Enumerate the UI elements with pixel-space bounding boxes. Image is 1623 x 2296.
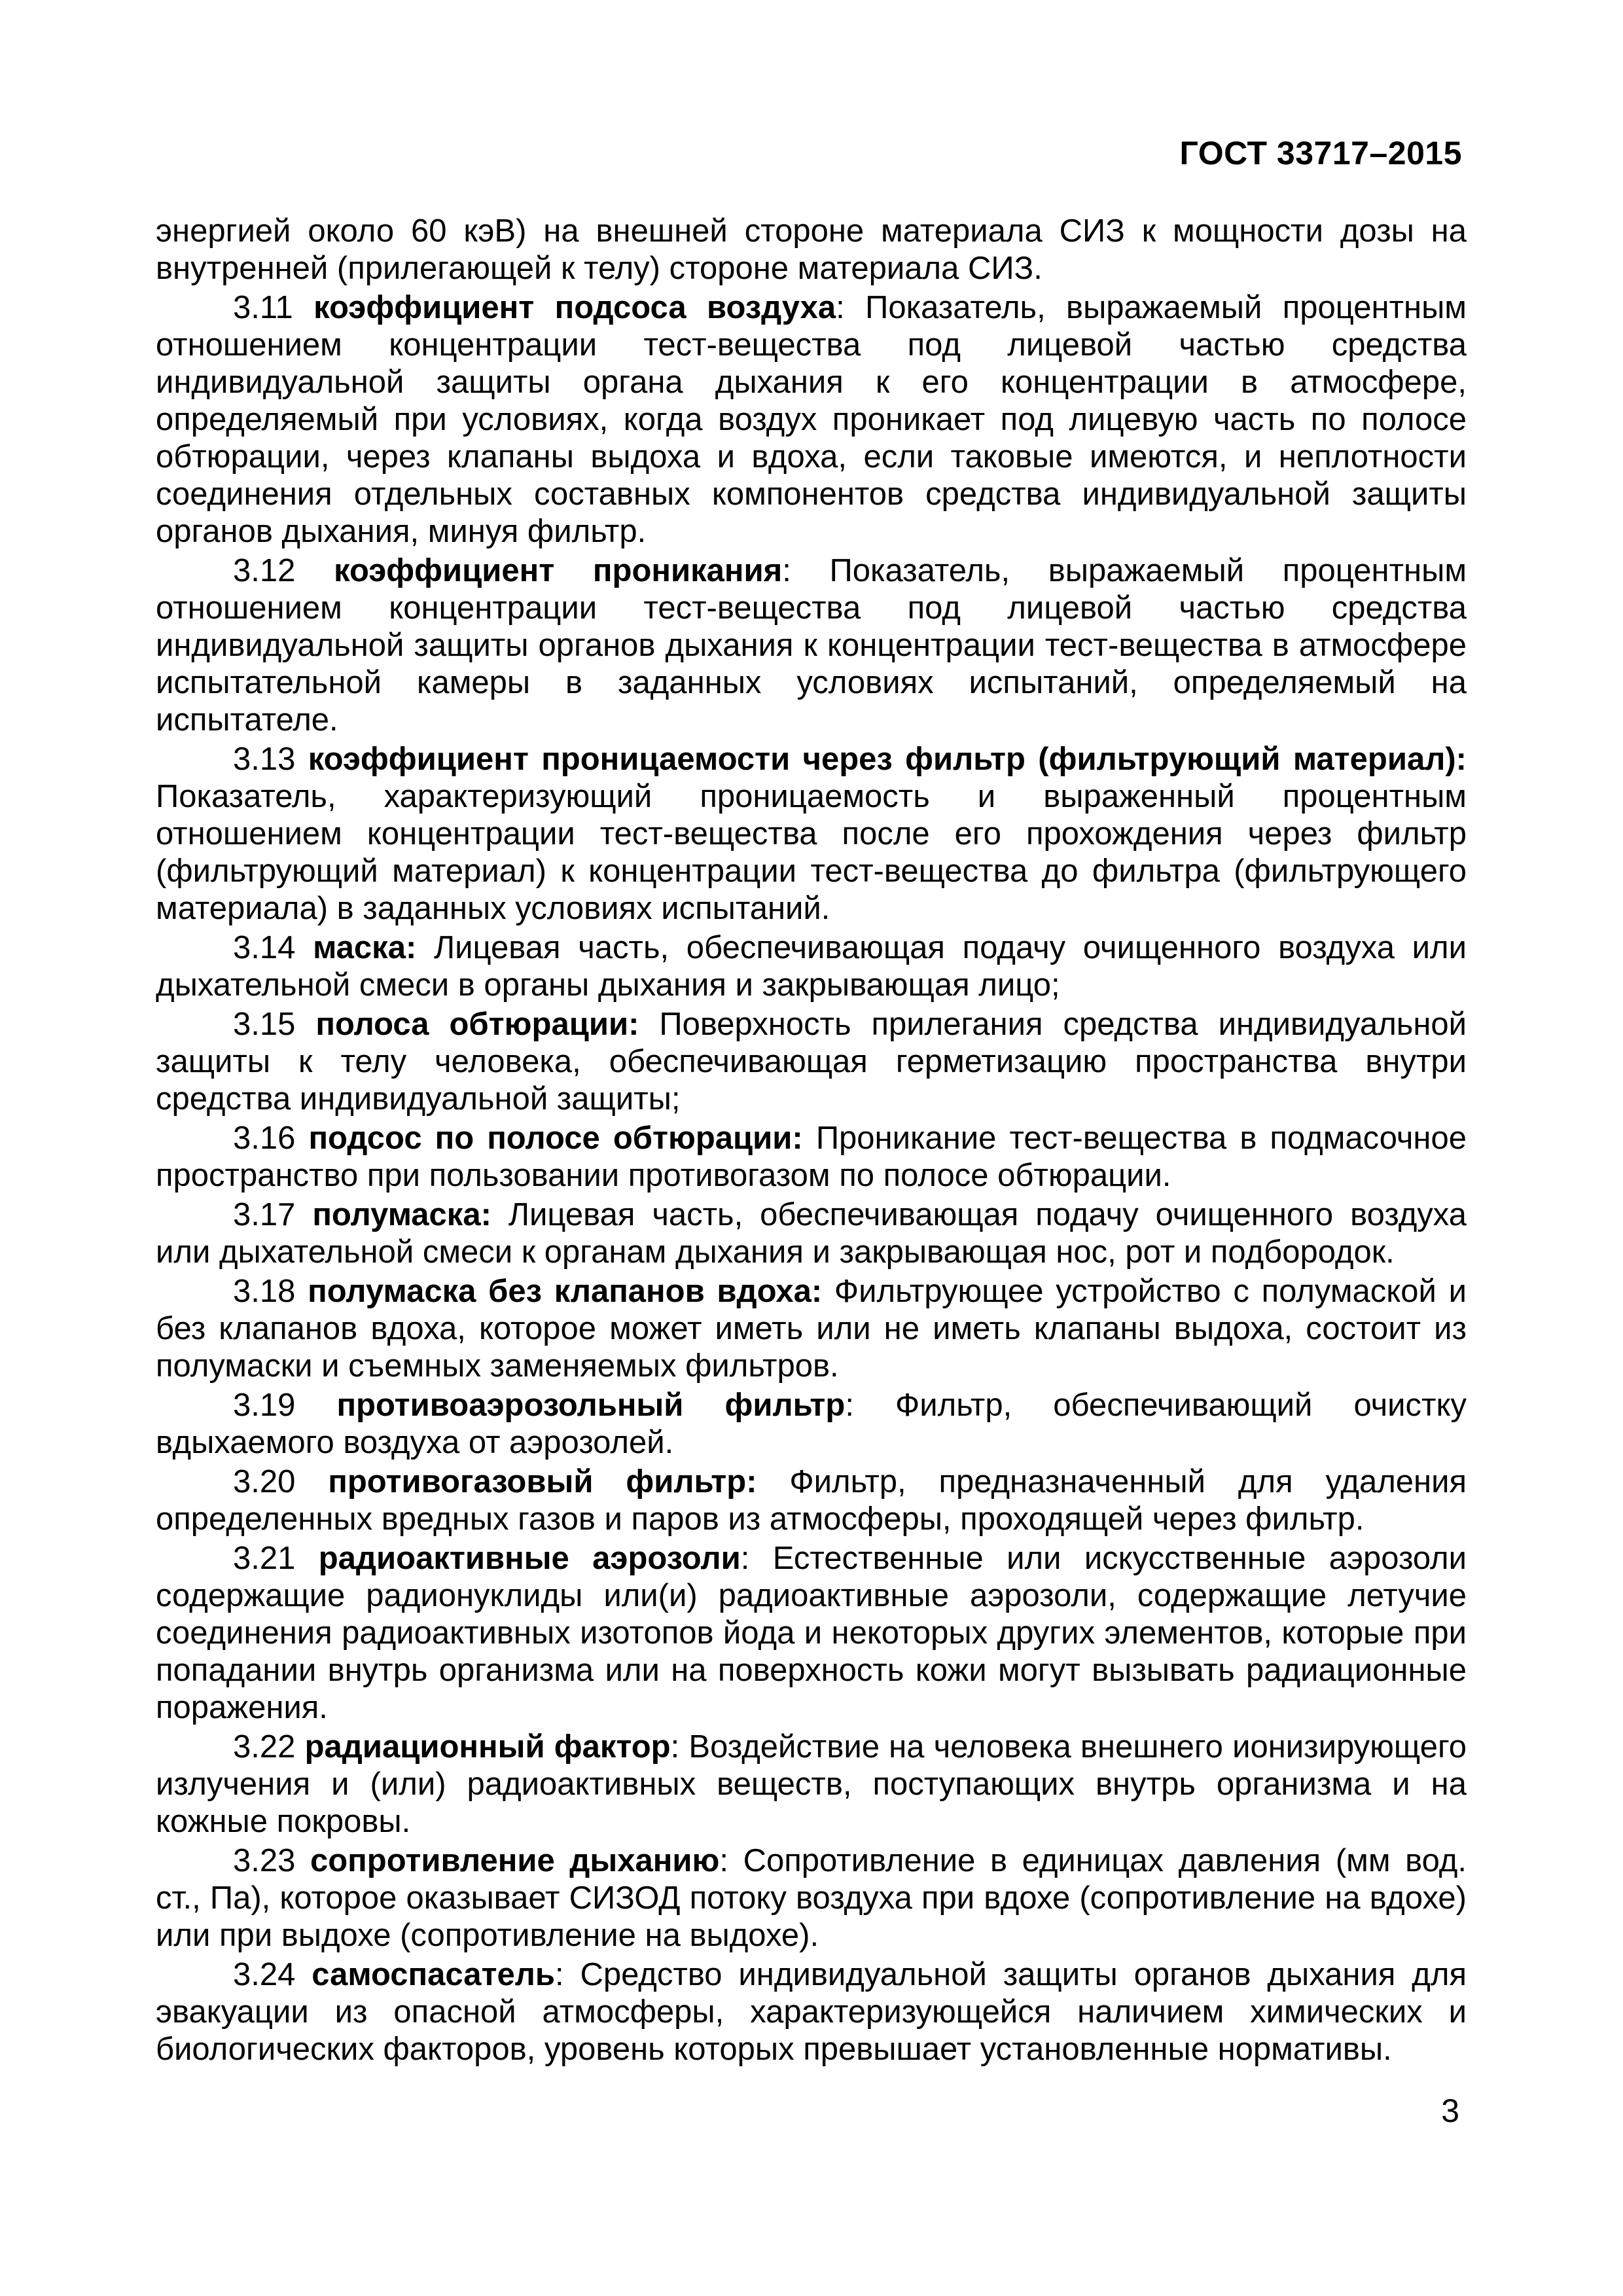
term-separator: : — [836, 290, 845, 325]
document-body — [156, 213, 1467, 2070]
definition-text: Лицевая часть, обеспечивающая подачу очищенного воздуха или дыхательной смеси в органы дыхания и закрывающая лицо; — [156, 930, 1467, 1003]
clause-number: 3.14 — [233, 930, 296, 965]
clause-number: 3.20 — [233, 1464, 296, 1499]
term: коэффициент подсоса воздуха — [313, 290, 836, 325]
term: коэффициент проникания — [334, 553, 783, 588]
definition-3-23 — [156, 1842, 1467, 1954]
definition-text: Проникание тест-вещества в подмасочное пространство при пользовании противогазом по полосе обтюрации. — [156, 1121, 1467, 1193]
definition-3-21 — [156, 1540, 1467, 1727]
definition-3-19 — [156, 1387, 1467, 1462]
definition-3-12 — [156, 552, 1467, 739]
definition-3-16 — [156, 1120, 1467, 1194]
definition-text: Естественные или искусственные аэрозоли содержащие радионуклиды или(и) радиоактивные аэрозоли, содержащие летучие соединения радиоактивных изотопов йода и некоторых других элементов, которые при попадании внутрь организма или на поверхность кожи могут вызывать радиационные поражения. — [156, 1541, 1467, 1725]
clause-number: 3.18 — [233, 1274, 296, 1309]
definition-3-13 — [156, 741, 1467, 927]
term-separator: : — [740, 1541, 750, 1576]
clause-number: 3.16 — [233, 1121, 296, 1156]
term: полумаска: — [312, 1197, 491, 1232]
clause-number: 3.21 — [233, 1541, 296, 1576]
definition-text: Поверхность прилегания средства индивидуальной защиты к телу человека, обеспечивающая герметизацию пространства внутри средства индивидуальной защиты; — [156, 1007, 1467, 1117]
term-separator: : — [554, 1957, 564, 1992]
intro-paragraph: энергией около 60 кэВ) на внешней стороне материала СИЗ к мощности дозы на внутренней (прилегающей к телу) стороне материала СИЗ. — [156, 213, 1467, 286]
term: коэффициент проницаемости через фильтр (фильтрующий материал): — [308, 742, 1467, 777]
term-separator: : — [719, 1843, 728, 1878]
term: сопротивление дыханию — [310, 1843, 720, 1878]
definition-text: Лицевая часть, обеспечивающая подачу очищенного воздуха или дыхательной смеси к органам дыхания и закрывающая нос, рот и подбородок. — [156, 1197, 1467, 1270]
clause-number: 3.11 — [233, 290, 293, 325]
definition-text: Показатель, характеризующий проницаемость и выраженный процентным отношением концентрации тест-вещества после его прохождения через фильтр (фильтрующий материал) к концентрации тест-вещества до фильтра (фильтрующего материала) в заданных условиях испытаний. — [156, 779, 1467, 926]
definition-3-17 — [156, 1196, 1467, 1271]
definition-text: Средство индивидуальной защиты органов дыхания для эвакуации из опасной атмосферы, характеризующейся наличием химических и биологических факторов, уровень которых превышает установленные нормативы. — [156, 1957, 1467, 2067]
definition-text: Фильтр, обеспечивающий очистку вдыхаемого воздуха от аэрозолей. — [156, 1388, 1467, 1460]
term: самоспасатель — [312, 1957, 555, 1992]
term: полумаска без клапанов вдоха: — [308, 1274, 823, 1309]
definition-3-22 — [156, 1729, 1467, 1840]
term-separator: : — [670, 1729, 680, 1765]
term: радиоактивные аэрозоли — [318, 1541, 741, 1576]
term-separator: : — [845, 1388, 854, 1423]
term: подсос по полосе обтюрации: — [308, 1121, 803, 1156]
clause-number: 3.24 — [233, 1957, 296, 1992]
definition-text: Показатель, выражаемый процентным отношением концентрации тест-вещества под лицевой частью средства индивидуальной защиты органа дыхания к его концентрации в атмосфере, определяемый при условиях, когда воздух проникает под лицевую часть по полосе обтюрации, через клапаны выдоха и вдоха, если таковые имеются, и неплотности соединения отдельных составных компонентов средства индивидуальной защиты органов дыхания, минуя фильтр. — [156, 290, 1467, 549]
clause-number: 3.12 — [233, 553, 296, 588]
clause-number: 3.22 — [233, 1729, 296, 1765]
definition-text: Фильтрующее устройство с полумаской и без клапанов вдоха, которое может иметь или не иметь клапаны выдоха, состоит из полумаски и съемных заменяемых фильтров. — [156, 1274, 1467, 1384]
definition-text: Фильтр, предназначенный для удаления определенных вредных газов и паров из атмосферы, проходящей через фильтр. — [156, 1464, 1467, 1537]
clause-number: 3.19 — [233, 1388, 296, 1423]
clause-number: 3.13 — [233, 742, 296, 777]
page-number: 3 — [1441, 2092, 1459, 2129]
definition-3-18 — [156, 1273, 1467, 1385]
term: противогазовый фильтр: — [328, 1464, 757, 1499]
term: противоаэрозольный фильтр — [336, 1388, 846, 1423]
clause-number: 3.17 — [233, 1197, 296, 1232]
definition-3-24 — [156, 1956, 1467, 2068]
term-separator: : — [782, 553, 791, 588]
term: радиационный фактор — [304, 1729, 671, 1765]
clause-number: 3.15 — [233, 1007, 296, 1042]
definition-3-15 — [156, 1006, 1467, 1118]
definition-3-11 — [156, 289, 1467, 550]
definition-3-14 — [156, 929, 1467, 1004]
definition-text: Воздействие на человека внешнего ионизирующего излучения и (или) радиоактивных веществ, поступающих внутрь организма и на кожные покровы. — [156, 1729, 1467, 1839]
term: маска: — [313, 930, 417, 965]
definition-3-20 — [156, 1463, 1467, 1538]
clause-number: 3.23 — [233, 1843, 296, 1878]
definition-text: Показатель, выражаемый процентным отношением концентрации тест-вещества под лицевой частью средства индивидуальной защиты органов дыхания к концентрации тест-вещества в атмосфере испытательной камеры в заданных условиях испытаний, определяемый на испытателе. — [156, 553, 1467, 738]
document-header: ГОСТ 33717–2015 — [1179, 135, 1462, 171]
definition-text: Сопротивление в единицах давления (мм вод. ст., Па), которое оказывает СИЗОД потоку воздуха при вдохе (сопротивление на вдохе) или при выдохе (сопротивление на выдохе). — [156, 1843, 1467, 1953]
term: полоса обтюрации: — [315, 1007, 639, 1042]
